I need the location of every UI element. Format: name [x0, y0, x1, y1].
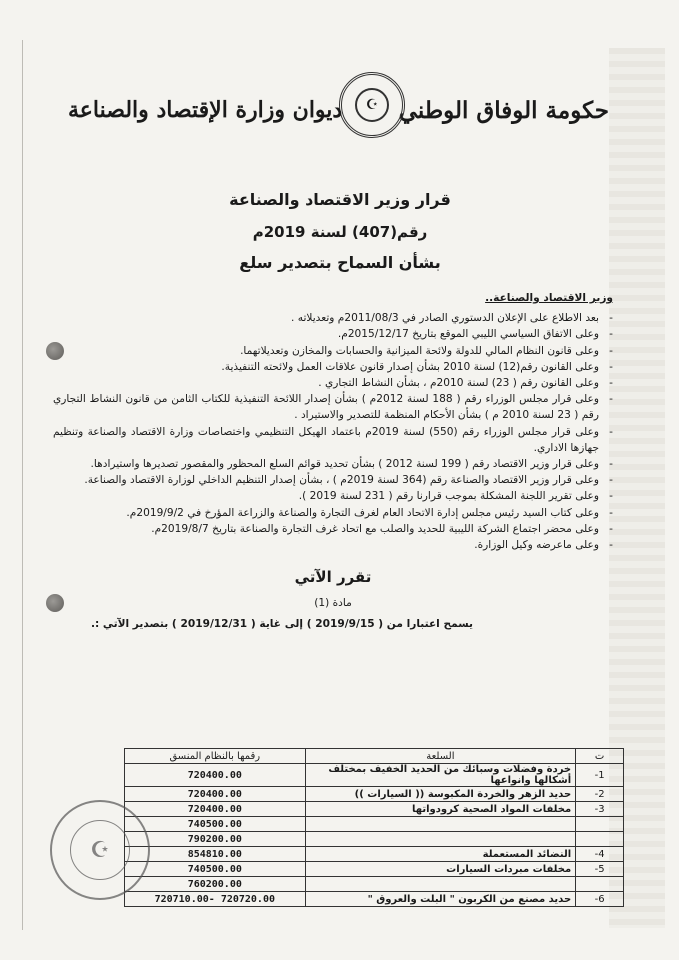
decree-heading: تقرر الآتي	[294, 568, 372, 587]
clause-item: - وعلى قانون النظام المالي للدولة ولائحة الميزانية والحسابات والمخازن وتعديلاتهما.	[53, 343, 599, 359]
clause-item: - وعلى الاتفاق السياسي الليبي الموقع بتاريخ 2015/12/17م.	[53, 326, 599, 342]
clause-item: - وعلى قرار وزير الاقتصاد والصناعة رقم (364 لسنة 2019م ) ، بشأن إصدار التنظيم الداخلي لوزارة الاقتصاد والصناعة.	[53, 472, 599, 488]
clause-item: - بعد الاطلاع على الإعلان الدستوري الصادر في 2011/08/3م وتعديلاته .	[53, 310, 599, 326]
row-code: 760200.00	[125, 877, 306, 892]
header-codes: رقمها بالنظام المنسق	[125, 749, 306, 764]
table-row	[125, 847, 624, 862]
row-index	[576, 877, 624, 892]
decision-title: قرار وزير الاقتصاد والصناعة	[229, 190, 451, 209]
clause-item: - وعلى القانون رقم ( 23) لسنة 2010م ، بشأن النشاط التجاري .	[53, 375, 599, 391]
clause-item: - وعلى تقرير اللجنة المشكلة بموجب قرارنا رقم ( 231 لسنة 2019 ).	[53, 488, 599, 504]
row-code: 854810.00	[125, 847, 306, 862]
table-row	[125, 832, 624, 847]
row-index	[576, 832, 624, 847]
decision-number: رقم(407) لسنة 2019م	[252, 223, 428, 241]
row-goods	[305, 832, 576, 847]
table-header-row	[125, 749, 624, 764]
table-row	[125, 877, 624, 892]
ministry-seal-stamp-icon	[50, 800, 150, 900]
page-edge-line	[22, 40, 23, 930]
row-goods: حديد مصنع من الكربون " البلت والعروق "	[305, 892, 576, 907]
row-code: 720400.00	[125, 802, 306, 817]
header-index: ت	[576, 749, 624, 764]
government-name: حكومة الوفاق الوطني	[398, 97, 609, 124]
header-goods: السلعة	[305, 749, 576, 764]
table-row	[125, 764, 624, 787]
addressee: وزير الاقتصاد والصناعة..	[485, 292, 613, 304]
row-goods: مخلفات مبردات السيارات	[305, 862, 576, 877]
clause-item: - وعلى كتاب السيد رئيس مجلس إدارة الاتحاد العام لغرف التجارة والصناعة والزراعة المؤرخ في 2019/9/2م.	[53, 505, 599, 521]
clause-item: - وعلى قرار وزير الاقتصاد رقم ( 199 لسنة 2012 ) بشأن تحديد قوائم السلع المحظور والمقصور تصديرها واستيرادها.	[53, 456, 599, 472]
table-row	[125, 817, 624, 832]
article-heading: مادة (1)	[314, 597, 352, 610]
row-index	[576, 817, 624, 832]
permit-text: يسمح اعتبارا من ( 2019/9/15 ) إلى غاية ( 2019/12/31 ) بتصدير الآتي :.	[90, 617, 473, 630]
row-goods	[305, 877, 576, 892]
decision-titles	[150, 190, 530, 272]
row-code: 720720.00 -720710.00	[125, 892, 306, 907]
crescent-star-icon: ☪	[355, 88, 389, 122]
clause-item: - وعلى ماعرضه وكيل الوزارة.	[53, 537, 599, 553]
preamble-clauses	[53, 310, 613, 553]
row-index: 5-	[576, 862, 624, 877]
row-code: 740500.00	[125, 817, 306, 832]
row-goods: مخلفات المواد الصحية كرودواتها	[305, 802, 576, 817]
goods-table	[124, 748, 624, 907]
row-index: 1-	[576, 764, 624, 787]
crescent-star-icon: ☪	[70, 820, 130, 880]
clause-item: - وعلى محضر اجتماع الشركة الليبية للحديد والصلب مع اتحاد غرف التجارة والصناعة بتاريخ 2019/8/7م.	[53, 521, 599, 537]
row-index: 6-	[576, 892, 624, 907]
table-row	[125, 787, 624, 802]
row-index: 4-	[576, 847, 624, 862]
state-emblem-icon	[339, 72, 405, 138]
row-index: 3-	[576, 802, 624, 817]
row-code: 720400.00	[125, 764, 306, 787]
row-code: 790200.00	[125, 832, 306, 847]
row-index: 2-	[576, 787, 624, 802]
row-goods	[305, 817, 576, 832]
row-goods: خردة وفضلات وسبائك من الحديد الخفيف بمختلف أشكالها وانواعها	[305, 764, 576, 787]
row-code: 720400.00	[125, 787, 306, 802]
decision-subject: بشأن السماح بتصدير سلع	[239, 253, 441, 272]
row-goods: النضائد المستعملة	[305, 847, 576, 862]
ministry-name: ديوان وزارة الإقتصاد والصناعة	[68, 97, 343, 123]
row-goods: حديد الزهر والخردة المكبوسة (( السيارات ))	[305, 787, 576, 802]
table-row	[125, 892, 624, 907]
clause-item: - وعلى قرار مجلس الوزراء رقم (550) لسنة 2019م باعتماد الهيكل التنظيمي واختصاصات وزارة الاقتصاد والصناعة وتنظيم جهازها الاداري.	[53, 424, 599, 456]
decision-body	[53, 290, 613, 632]
clause-item: - وعلى قرار مجلس الوزراء رقم ( 188 لسنة 2012م ) بشأن إصدار اللائحة التنفيذية للكتاب الثامن من قانون النشاط التجاري رقم ( 23 لسنة 2010 م ) بشأن الأحكام المنظمة للتصدير والاستيراد .	[53, 391, 599, 423]
table-row	[125, 862, 624, 877]
table-row	[125, 802, 624, 817]
row-code: 740500.00	[125, 862, 306, 877]
clause-item: - وعلى القانون رقم(12) لسنة 2010 بشأن إصدار قانون علاقات العمل ولائحته التنفيذية.	[53, 359, 599, 375]
